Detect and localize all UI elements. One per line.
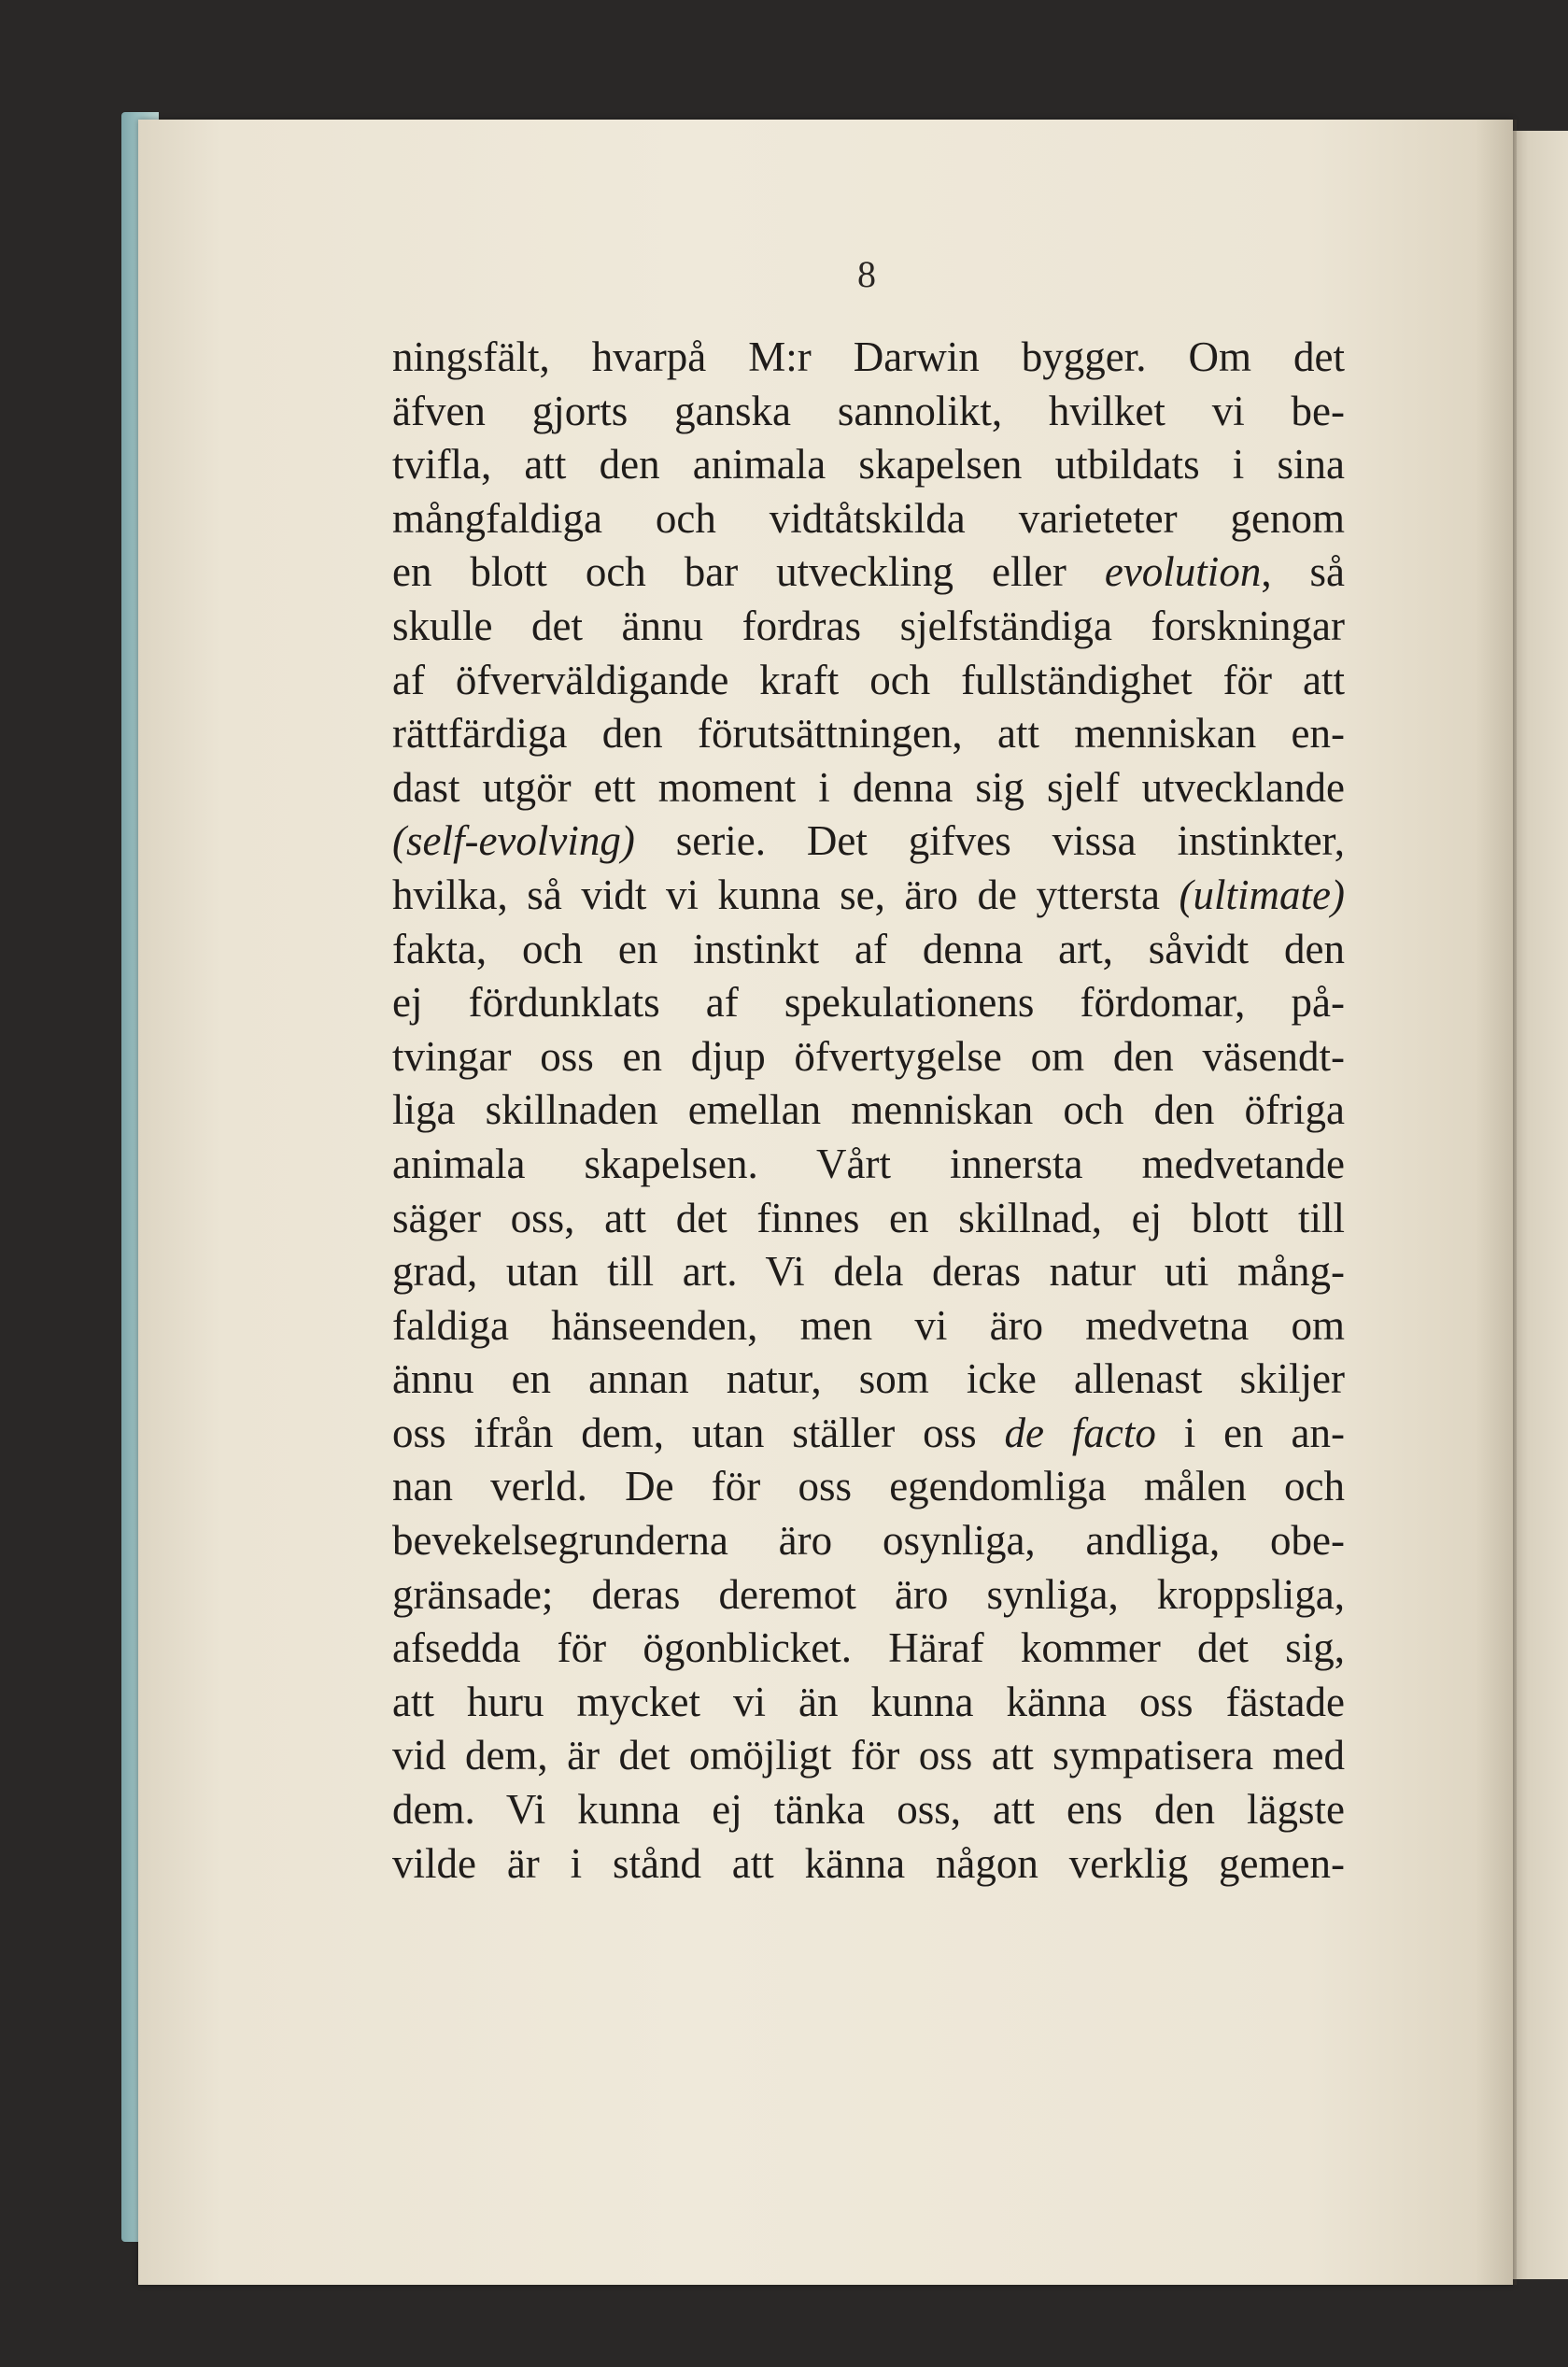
- text-segment: grad, utan till art. Vi dela deras natur uti mång-: [392, 1248, 1345, 1296]
- text-segment: af öfverväldigande kraft och fullständighet för att: [392, 656, 1345, 703]
- text-line: [392, 1514, 1345, 1568]
- text-line: [392, 1676, 1345, 1730]
- text-line: [392, 1622, 1345, 1676]
- text-segment: gränsade; deras deremot äro synliga, kroppsliga,: [392, 1570, 1345, 1618]
- text-segment: dast utgör ett moment i denna sig sjelf utvecklande: [392, 763, 1345, 811]
- text-line: [392, 707, 1345, 761]
- text-line: [392, 1783, 1345, 1837]
- text-segment: dem. Vi kunna ej tänka oss, att ens den lägste: [392, 1786, 1345, 1834]
- text-line: [392, 1192, 1345, 1246]
- text-line: [392, 546, 1345, 600]
- italic-text: de facto: [1004, 1409, 1156, 1456]
- text-line: [392, 331, 1345, 385]
- page-number: 8: [857, 253, 876, 295]
- text-segment: ej fördunklats af spekulationens fördomar, på-: [392, 979, 1345, 1027]
- italic-text: evolution: [1104, 548, 1262, 596]
- italic-text: (self-evolving): [392, 817, 635, 865]
- text-line: [392, 1407, 1345, 1461]
- text-segment: i en an-: [1155, 1409, 1346, 1456]
- text-line: [392, 385, 1345, 439]
- text-segment: skulle det ännu fordras sjelfständiga forskningar: [392, 602, 1345, 649]
- text-segment: nan verld. De för oss egendomliga målen och: [392, 1463, 1345, 1510]
- text-segment: serie. Det gifves vissa instinkter,: [634, 817, 1345, 865]
- text-line: [392, 1353, 1345, 1407]
- text-segment: ännu en annan natur, som icke allenast skiljer: [392, 1355, 1345, 1403]
- text-segment: animala skapelsen. Vårt innersta medvetande: [392, 1140, 1345, 1187]
- text-segment: mångfaldiga och vidtåtskilda varieteter genom: [392, 494, 1345, 542]
- text-line: [392, 869, 1345, 923]
- text-line: [392, 654, 1345, 708]
- text-line: [392, 438, 1345, 492]
- text-line: [392, 1729, 1345, 1783]
- text-segment: tvifla, att den animala skapelsen utbildats i sina: [392, 441, 1345, 489]
- text-line: [392, 815, 1345, 869]
- text-segment: oss ifrån dem, utan ställer oss: [392, 1409, 1005, 1456]
- text-segment: vid dem, är det omöjligt för oss att sympatisera med: [392, 1732, 1345, 1779]
- italic-text: (ultimate): [1179, 871, 1345, 918]
- text-segment: rättfärdiga den förutsättningen, att menniskan en-: [392, 710, 1345, 758]
- text-line: [392, 761, 1345, 815]
- text-segment: hvilka, så vidt vi kunna se, äro de yttersta: [392, 871, 1180, 918]
- page-gutter-shadow: [1476, 120, 1517, 2285]
- text-segment: afsedda för ögonblicket. Häraf kommer det sig,: [392, 1624, 1345, 1672]
- text-line: [392, 1568, 1345, 1623]
- text-segment: en blott och bar utveckling eller: [392, 548, 1105, 596]
- text-segment: liga skillnaden emellan menniskan och den öfriga: [392, 1086, 1345, 1134]
- text-line: [392, 1245, 1345, 1299]
- text-segment: tvingar oss en djup öfvertygelse om den väsendt-: [392, 1032, 1345, 1080]
- text-segment: ningsfält, hvarpå M:r Darwin bygger. Om det: [392, 333, 1345, 380]
- text-segment: bevekelsegrunderna äro osynliga, andliga, obe-: [392, 1517, 1345, 1565]
- next-page-edge: [1511, 131, 1568, 2279]
- text-segment: att huru mycket vi än kunna känna oss fästade: [392, 1678, 1345, 1725]
- text-segment: äfven gjorts ganska sannolikt, hvilket vi be-: [392, 387, 1345, 434]
- text-segment: , så: [1261, 548, 1345, 596]
- text-line: [392, 1460, 1345, 1514]
- text-line: [392, 1030, 1345, 1084]
- body-text: [392, 331, 1345, 1891]
- text-line: [392, 1084, 1345, 1138]
- text-segment: säger oss, att det finnes en skillnad, ej blott till: [392, 1194, 1345, 1241]
- text-line: [392, 976, 1345, 1030]
- text-line: [392, 1138, 1345, 1192]
- text-line: [392, 923, 1345, 977]
- text-line: [392, 492, 1345, 546]
- text-segment: faldiga hänseenden, men vi äro medvetna om: [392, 1301, 1345, 1349]
- text-line: [392, 1837, 1345, 1892]
- text-line: [392, 1299, 1345, 1354]
- text-segment: fakta, och en instinkt af denna art, såvidt den: [392, 925, 1345, 972]
- text-line: [392, 600, 1345, 654]
- text-segment: vilde är i stånd att känna någon verklig gemen-: [392, 1839, 1345, 1887]
